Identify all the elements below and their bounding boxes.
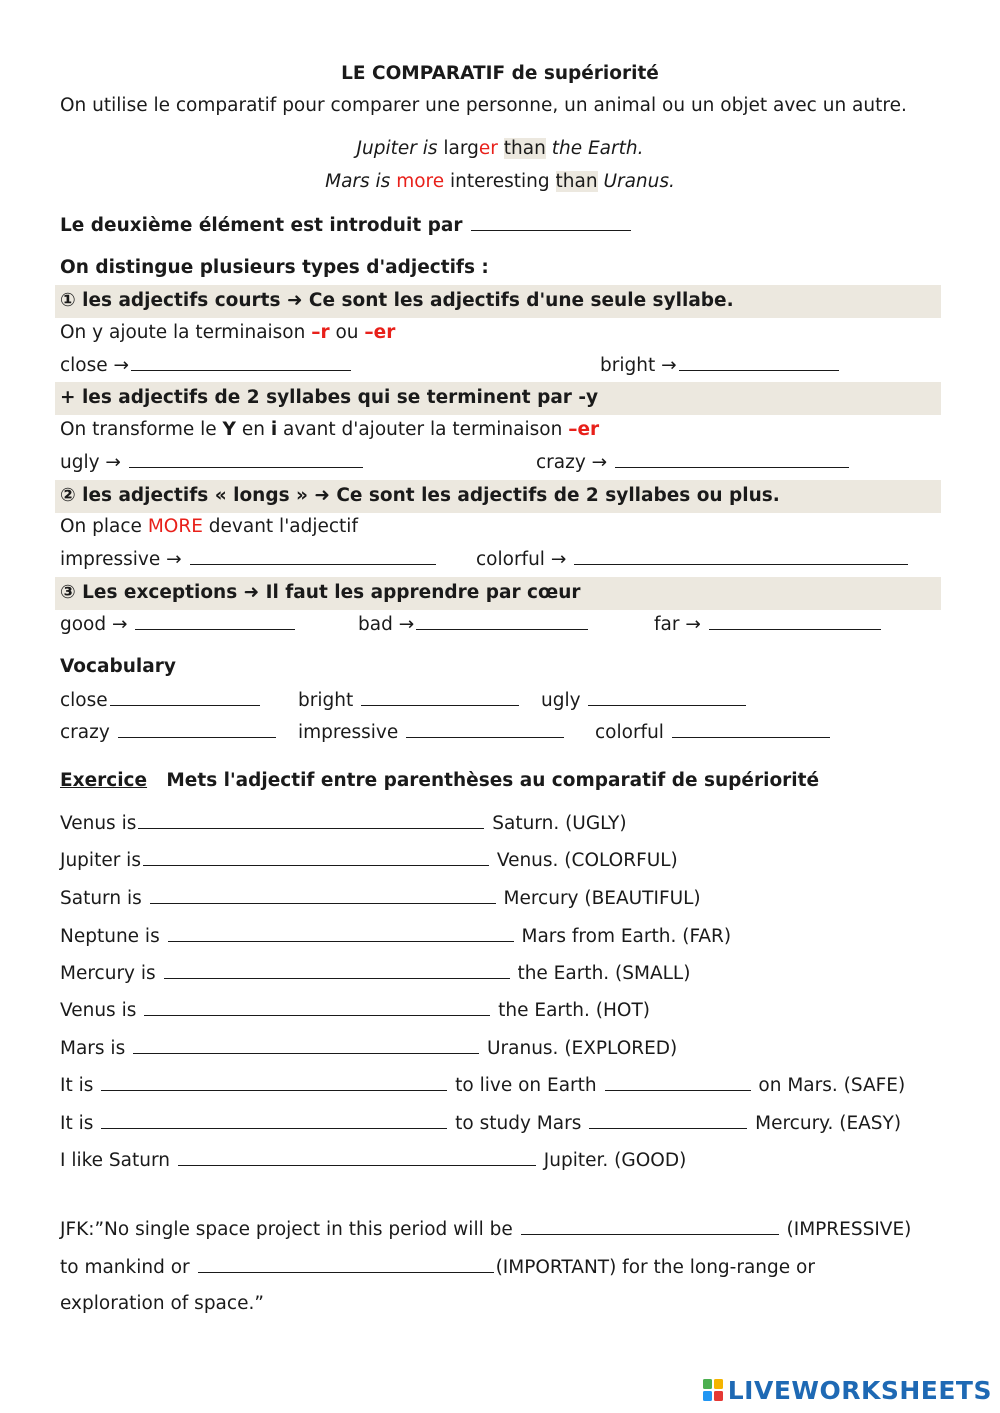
exercise-3-blank[interactable]	[150, 883, 496, 904]
exercise-sentence-8: It is to live on Earth on Mars. (SAFE)	[60, 1070, 940, 1100]
close-label: close →	[60, 355, 130, 376]
vocab-bright-blank[interactable]	[361, 685, 519, 706]
quote-line-3: exploration of space.”	[60, 1293, 264, 1314]
good-answer-blank[interactable]	[135, 609, 295, 630]
y-adj-rule: On transforme le Y en i avant d'ajouter la terminaison –er	[60, 419, 600, 440]
exercise-sentence-5: Mercury is the Earth. (SMALL)	[60, 958, 940, 988]
exercise-sentence-1: Venus is Saturn. (UGLY)	[60, 808, 940, 838]
exercise-label: Exercice	[60, 770, 148, 791]
impressive-label: impressive →	[60, 549, 182, 570]
exercise-10-blank[interactable]	[178, 1145, 536, 1166]
crazy-label: crazy →	[536, 452, 608, 473]
second-element-blank[interactable]	[471, 210, 631, 231]
vocab-ugly-blank[interactable]	[588, 685, 746, 706]
example-1-object: the Earth.	[551, 138, 644, 159]
exercise-5-blank[interactable]	[164, 958, 510, 979]
crazy-answer-blank[interactable]	[615, 447, 849, 468]
exercise-sentence-9: It is to study Mars Mercury. (EASY)	[60, 1108, 940, 1138]
example-2-object: Uranus.	[603, 171, 675, 192]
colorful-answer-blank[interactable]	[574, 544, 908, 565]
vocab-bright-label: bright	[298, 690, 354, 711]
vocab-impressive-label: impressive	[298, 722, 399, 743]
vocabulary-row-1	[60, 685, 940, 715]
exercise-sentence-6: Venus is the Earth. (HOT)	[60, 995, 940, 1025]
exceptions-items	[60, 609, 940, 639]
quote-line-1: JFK:”No single space project in this period will be (IMPRESSIVE)	[60, 1214, 940, 1244]
exercise-heading	[60, 766, 940, 796]
example-1	[60, 134, 940, 164]
vocab-close-blank[interactable]	[110, 685, 260, 706]
liveworksheets-logo: LIVEWORKSHEETS	[702, 1373, 992, 1407]
far-answer-blank[interactable]	[709, 609, 881, 630]
vocab-colorful-blank[interactable]	[672, 717, 830, 738]
vocab-impressive-blank[interactable]	[406, 717, 564, 738]
short-adj-heading: ① les adjectifs courts ➜ Ce sont les adjectifs d'une seule syllabe.	[60, 290, 734, 311]
bad-answer-blank[interactable]	[416, 609, 588, 630]
vocab-crazy-label: crazy	[60, 722, 110, 743]
quote-important-blank[interactable]	[198, 1252, 494, 1273]
y-adj-heading: + les adjectifs de 2 syllabes qui se terminent par -y	[60, 387, 599, 408]
bright-answer-blank[interactable]	[679, 350, 839, 371]
example-2-subject: Mars is	[325, 171, 391, 192]
exercise-8-blank-1[interactable]	[101, 1070, 447, 1091]
exercise-8-blank-2[interactable]	[605, 1070, 751, 1091]
exercise-2-blank[interactable]	[143, 845, 489, 866]
vocabulary-row-2	[60, 717, 940, 747]
exercise-sentence-3: Saturn is Mercury (BEAUTIFUL)	[60, 883, 940, 913]
vocab-crazy-blank[interactable]	[118, 717, 276, 738]
colorful-label: colorful →	[476, 549, 567, 570]
ugly-label: ugly →	[60, 452, 121, 473]
example-1-adjective: larger	[443, 138, 498, 159]
example-2-than: than	[555, 171, 598, 192]
example-2-more: more	[396, 171, 445, 192]
example-2-adjective: interesting	[450, 171, 550, 192]
exercise-instruction: Mets l'adjectif entre parenthèses au comparatif de supériorité	[166, 770, 820, 791]
long-adj-rule: On place MORE devant l'adjectif	[60, 516, 358, 537]
bright-label: bright →	[600, 355, 677, 376]
exercise-4-blank[interactable]	[168, 921, 514, 942]
bad-label: bad →	[358, 614, 415, 635]
page-title: LE COMPARATIF de supériorité	[341, 63, 659, 84]
exercise-sentence-2: Jupiter is Venus. (COLORFUL)	[60, 845, 940, 875]
exercise-9-blank-2[interactable]	[589, 1108, 747, 1129]
example-1-than: than	[503, 138, 546, 159]
exercise-6-blank[interactable]	[144, 995, 490, 1016]
close-answer-blank[interactable]	[131, 350, 351, 371]
long-adj-heading: ② les adjectifs « longs » ➜ Ce sont les adjectifs de 2 syllabes ou plus.	[60, 485, 780, 506]
ugly-answer-blank[interactable]	[129, 447, 363, 468]
vocab-colorful-label: colorful	[595, 722, 664, 743]
exercise-sentence-10: I like Saturn Jupiter. (GOOD)	[60, 1145, 940, 1175]
short-adj-rule: On y ajoute la terminaison –r ou –er	[60, 322, 396, 343]
exercise-1-blank[interactable]	[138, 808, 484, 829]
exercise-7-blank[interactable]	[133, 1033, 479, 1054]
second-element-question: Le deuxième élément est introduit par	[60, 210, 940, 240]
impressive-answer-blank[interactable]	[190, 544, 436, 565]
types-heading: On distingue plusieurs types d'adjectifs :	[60, 257, 489, 278]
good-label: good →	[60, 614, 128, 635]
vocabulary-heading: Vocabulary	[60, 656, 176, 677]
vocab-close-label: close	[60, 690, 108, 711]
example-1-subject: Jupiter is	[356, 138, 438, 159]
exceptions-heading: ③ Les exceptions ➜ Il faut les apprendre par cœur	[60, 582, 581, 603]
short-adj-items	[60, 350, 940, 380]
liveworksheets-mark-icon	[702, 1377, 724, 1403]
y-adj-items	[60, 447, 940, 477]
quote-line-2: to mankind or (IMPORTANT) for the long-range or	[60, 1252, 940, 1282]
exercise-9-blank-1[interactable]	[101, 1108, 447, 1129]
far-label: far →	[654, 614, 701, 635]
exercise-sentence-7: Mars is Uranus. (EXPLORED)	[60, 1033, 940, 1063]
exercise-sentence-4: Neptune is Mars from Earth. (FAR)	[60, 921, 940, 951]
vocab-ugly-label: ugly	[541, 690, 581, 711]
long-adj-items	[60, 544, 940, 574]
intro-text: On utilise le comparatif pour comparer une personne, un animal ou un objet avec un autre.	[60, 95, 907, 116]
quote-impressive-blank[interactable]	[521, 1214, 779, 1235]
example-2	[60, 167, 940, 197]
